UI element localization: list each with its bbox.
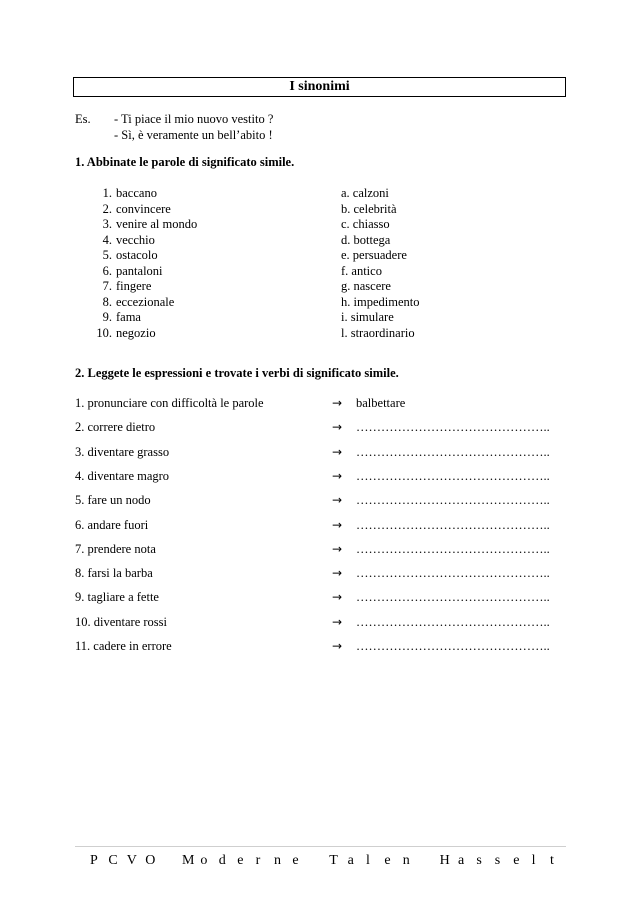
match-row-option: f. antico — [341, 263, 382, 278]
footer — [90, 852, 554, 870]
expression-row — [75, 614, 575, 630]
expression-row — [75, 444, 575, 460]
right-arrow-icon: → — [332, 517, 343, 532]
footer-letter: s — [494, 853, 501, 868]
match-row-number: 6. — [102, 263, 112, 278]
match-row-word: negozio — [116, 325, 156, 340]
footer-letter — [164, 852, 168, 870]
expression-answer: ……………………………………….. — [356, 614, 550, 629]
footer-letter: T — [329, 853, 338, 868]
match-row — [96, 326, 456, 341]
match-row-option: h. impedimento — [341, 294, 420, 309]
expression-answer: ……………………………………….. — [356, 566, 550, 581]
footer-letter: s — [476, 853, 482, 868]
expression-phrase: 8. farsi la barba — [75, 566, 153, 581]
right-arrow-icon: → — [332, 566, 343, 581]
footer-letter: n — [274, 853, 281, 868]
expression-phrase: 5. fare un nodo — [75, 493, 151, 508]
expression-answer: ……………………………………….. — [356, 468, 550, 483]
footer-letter: C — [108, 853, 118, 868]
match-row — [96, 186, 456, 201]
expression-phrase: 3. diventare grasso — [75, 444, 170, 459]
expression-phrase: 2. correre dietro — [75, 420, 156, 435]
right-arrow-icon: → — [332, 614, 343, 629]
footer-letter: o — [200, 853, 208, 868]
match-row-number: 1. — [102, 186, 112, 200]
match-row-option: d. bottega — [341, 232, 391, 247]
match-row-number: 2. — [102, 201, 112, 216]
expression-answer: ……………………………………….. — [356, 420, 550, 435]
match-row-word: fama — [116, 310, 141, 324]
match-row-option: l. straordinario — [341, 325, 415, 340]
footer-letter: P — [90, 853, 98, 868]
match-row-number: 5. — [102, 248, 112, 262]
footer-letter: l — [366, 853, 370, 868]
exercise-2-heading: 2. Leggete le espressioni e trovate i verbi di significato simile. — [75, 366, 399, 380]
expression-answer: ……………………………………….. — [356, 493, 550, 508]
expression-phrase: 1. pronunciare con difficoltà le parole — [75, 396, 264, 410]
footer-letter: n — [402, 853, 410, 868]
example-label: Es. — [75, 112, 91, 126]
match-row-option: i. simulare — [341, 310, 394, 324]
example-line-1: - Ti piace il mio nuovo vestito ? — [114, 112, 274, 126]
expression-phrase: 10. diventare rossi — [75, 614, 167, 629]
footer-letter: a — [458, 853, 465, 868]
match-row-number: 8. — [102, 294, 112, 309]
footer-letter: H — [439, 853, 450, 868]
footer-letter — [311, 852, 315, 870]
footer-letter: d — [218, 853, 226, 868]
expression-answer: ……………………………………….. — [356, 639, 550, 653]
footer-letter: O — [145, 853, 156, 868]
expression-phrase: 6. andare fuori — [75, 517, 149, 532]
footer-letter: e — [384, 853, 391, 868]
footer-letter — [421, 852, 425, 870]
expression-answer: ……………………………………….. — [356, 517, 550, 532]
match-row-option: c. chiasso — [341, 217, 390, 231]
expression-row — [75, 565, 575, 581]
right-arrow-icon: → — [332, 468, 343, 483]
footer-letter: e — [237, 853, 244, 868]
exercise-1-heading: 1. Abbinate le parole di significato simile. — [75, 155, 295, 169]
right-arrow-icon: → — [332, 444, 343, 459]
expression-phrase: 4. diventare magro — [75, 468, 170, 483]
match-row — [96, 279, 456, 294]
expression-row — [75, 492, 575, 508]
footer-letter: e — [513, 853, 520, 868]
footer-letter: a — [347, 853, 354, 868]
match-row-word: convincere — [116, 201, 171, 216]
footer-letter: r — [255, 853, 261, 868]
right-arrow-icon: → — [332, 541, 343, 556]
match-row-word: vecchio — [116, 232, 155, 247]
match-row-number: 9. — [102, 310, 112, 324]
match-row-word: baccano — [116, 186, 157, 200]
footer-letter: t — [550, 853, 554, 868]
match-row-number: 10. — [96, 325, 112, 340]
match-row — [96, 248, 456, 263]
footer-letter: M — [182, 853, 195, 868]
match-row-option: e. persuadere — [341, 248, 407, 262]
expression-phrase: 9. tagliare a fette — [75, 590, 159, 605]
expression-phrase: 11. cadere in errore — [75, 639, 172, 653]
expression-answer: ……………………………………….. — [356, 541, 550, 556]
match-row-option: b. celebrità — [341, 201, 397, 216]
match-row — [96, 233, 456, 248]
expression-row — [75, 517, 575, 533]
expression-answer: ……………………………………….. — [356, 590, 550, 605]
match-row-word: eccezionale — [116, 294, 175, 309]
match-row-option: g. nascere — [341, 279, 391, 293]
right-arrow-icon: → — [332, 590, 343, 605]
match-row — [96, 202, 456, 217]
expression-answer: balbettare — [356, 396, 406, 410]
match-row-word: pantaloni — [116, 263, 163, 278]
page-title: I sinonimi — [73, 77, 566, 97]
right-arrow-icon: → — [332, 639, 343, 653]
match-row — [96, 217, 456, 232]
match-row — [96, 310, 456, 325]
match-row-word: venire al mondo — [116, 217, 198, 231]
match-row-option: a. calzoni — [341, 186, 389, 200]
expression-row — [75, 395, 575, 411]
expression-phrase: 7. prendere nota — [75, 541, 156, 556]
footer-letter: l — [531, 853, 536, 868]
footer-divider — [75, 846, 566, 847]
match-row — [96, 264, 456, 279]
match-row-word: fingere — [116, 279, 152, 293]
right-arrow-icon: → — [332, 493, 343, 508]
expression-row — [75, 638, 575, 654]
footer-letter: e — [292, 853, 299, 868]
match-row-word: ostacolo — [116, 248, 158, 262]
expression-row — [75, 541, 575, 557]
example-line-2: - Sì, è veramente un bell’abito ! — [114, 128, 273, 142]
expression-row — [75, 468, 575, 484]
expression-row — [75, 419, 575, 435]
expression-answer: ……………………………………….. — [356, 444, 550, 459]
match-row-number: 4. — [102, 232, 112, 247]
right-arrow-icon: → — [332, 420, 343, 435]
match-row-number: 3. — [102, 217, 112, 231]
match-row — [96, 295, 456, 310]
footer-letter: V — [126, 853, 137, 868]
right-arrow-icon: → — [332, 396, 343, 410]
match-row-number: 7. — [102, 279, 112, 293]
expression-row — [75, 589, 575, 605]
